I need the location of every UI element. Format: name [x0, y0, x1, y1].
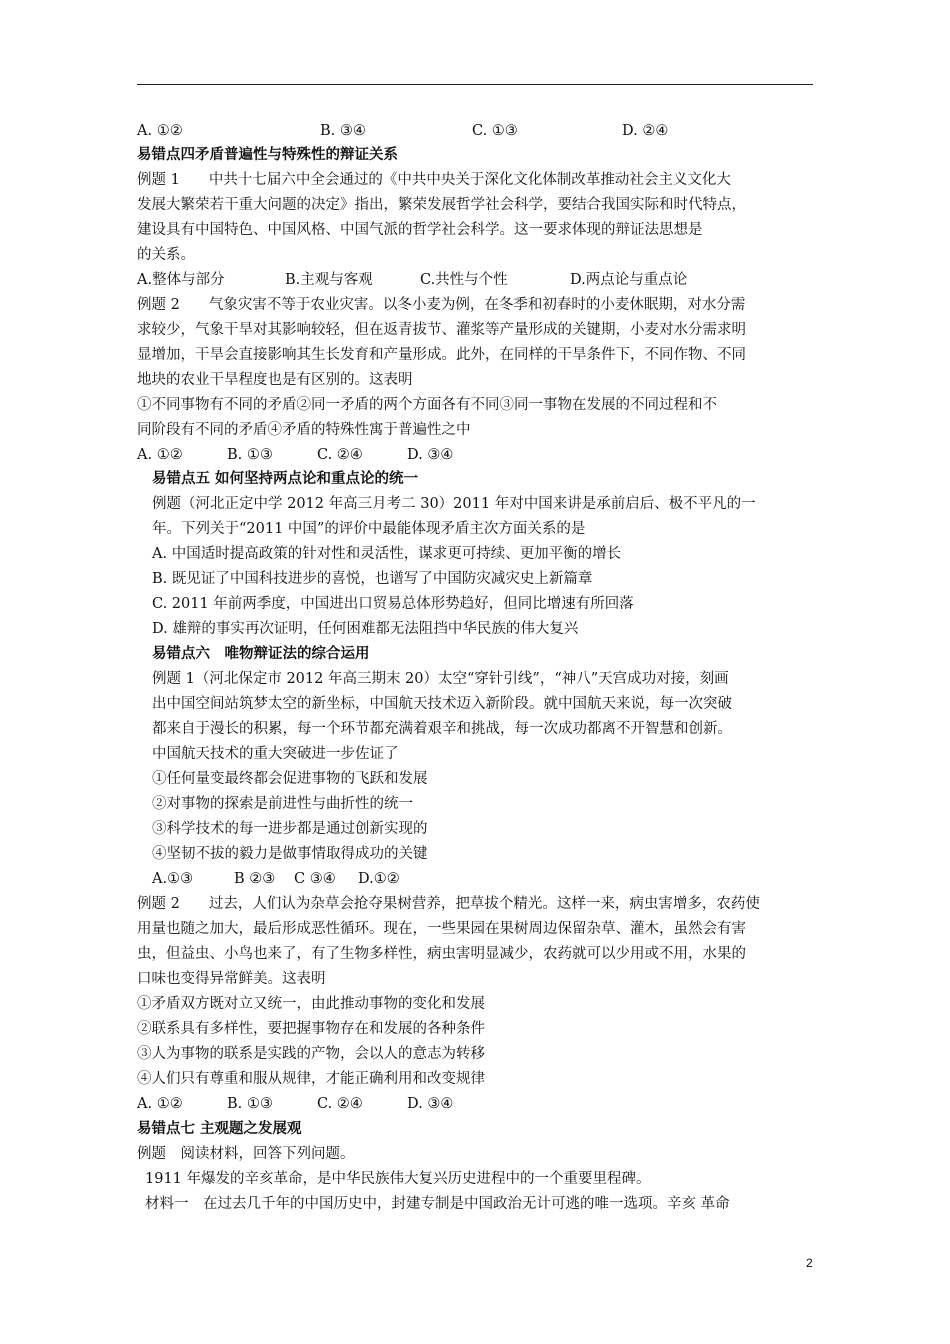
option: A.整体与部分: [137, 272, 225, 288]
text-line: 地块的农业干旱程度也是有区别的。这表明: [137, 372, 413, 388]
text-line: 中国航天技术的重大突破进一步佐证了: [152, 746, 399, 762]
text-line: ③科学技术的每一进步都是通过创新实现的: [152, 821, 428, 837]
text-line: 例题 阅读材料，回答下列问题。: [137, 1146, 355, 1162]
text-line: 的关系。: [137, 247, 195, 263]
text-line: 用量也随之加大，最后形成恶性循环。现在，一些果园在果树周边保留杂草、灌木，虽然会有害: [137, 921, 746, 937]
text-line: ②联系具有多样性，要把握事物存在和发展的各种条件: [137, 1021, 485, 1037]
section-title: 易错点六 唯物辩证法的综合运用: [152, 645, 370, 662]
text-line: 1911 年爆发的辛亥革命，是中华民族伟大复兴历史进程中的一个重要里程碑。: [145, 1171, 651, 1187]
option: B. ③④: [320, 123, 366, 139]
option: B.主观与客观: [285, 272, 373, 288]
header-rule: [137, 84, 813, 85]
option: B ②③: [234, 871, 276, 887]
section-title: 易错点五 如何坚持两点论和重点论的统一: [152, 470, 419, 487]
text-line: 虫，但益虫、小鸟也来了，有了生物多样性，病虫害明显减少，农药就可以少用或不用，水果的: [137, 946, 746, 962]
option: A.①③: [152, 871, 194, 887]
option: D. ③④: [407, 447, 454, 463]
text-line: 求较少，气象干旱对其影响较轻，但在返青拔节、灌浆等产量形成的关键期，小麦对水分需求明: [137, 322, 746, 338]
text-line: 出中国空间站筑梦太空的新坐标，中国航天技术迈入新阶段。就中国航天来说，每一次突破: [152, 696, 732, 712]
text-line: 同阶段有不同的矛盾④矛盾的特殊性寓于普遍性之中: [137, 422, 471, 438]
option: C. ②④: [317, 1096, 363, 1112]
section-title: 易错点四矛盾普遍性与特殊性的辩证关系: [137, 146, 398, 163]
text-line: ①不同事物有不同的矛盾②同一矛盾的两个方面各有不同③同一事物在发展的不同过程和不: [137, 397, 717, 413]
text-line: 建设具有中国特色、中国风格、中国气派的哲学社会科学。这一要求体现的辩证法思想是: [137, 222, 703, 238]
text-line: 例题 1 中共十七届六中全会通过的《中共中央关于深化文化体制改革推动社会主义文化大: [137, 172, 731, 188]
options-row: [137, 445, 453, 465]
option: D. ②④: [622, 123, 669, 139]
option: B. ①③: [227, 447, 273, 463]
option: C. ②④: [317, 447, 363, 463]
option: D.两点论与重点论: [570, 272, 688, 288]
options-row: [137, 270, 687, 290]
text-line: A. 中国适时提高政策的针对性和灵活性，谋求更可持续、更加平衡的增长: [152, 546, 622, 562]
text-line: 显增加，干旱会直接影响其生长发育和产量形成。此外，在同样的干旱条件下，不同作物、不同: [137, 347, 746, 363]
option: C ③④: [294, 871, 336, 887]
text-line: 例题 2 气象灾害不等于农业灾害。以冬小麦为例，在冬季和初春时的小麦休眠期，对水分需: [137, 297, 746, 313]
text-line: B. 既见证了中国科技进步的喜悦，也谱写了中国防灾减灾史上新篇章: [152, 571, 593, 587]
text-line: 发展大繁荣若干重大问题的决定》指出，繁荣发展哲学社会科学，要结合我国实际和时代特点，: [137, 197, 746, 213]
option: D.①②: [358, 871, 400, 887]
text-line: 年。下列关于“2011 中国”的评价中最能体现矛盾主次方面关系的是: [152, 521, 586, 537]
text-line: ③人为事物的联系是实践的产物，会以人的意志为转移: [137, 1046, 485, 1062]
option: B. ①③: [227, 1096, 273, 1112]
option: A. ①②: [137, 447, 183, 463]
options-row: [137, 1094, 453, 1114]
option: C. ①③: [472, 123, 518, 139]
option: D. ③④: [407, 1096, 454, 1112]
options-row: [152, 869, 400, 889]
text-line: 例题 2 过去，人们认为杂草会抢夺果树营养，把草拔个精光。这样一来，病虫害增多，农药使: [137, 896, 760, 912]
option: A. ①②: [137, 1096, 183, 1112]
text-line: ②对事物的探索是前进性与曲折性的统一: [152, 796, 413, 812]
text-line: D. 雄辩的事实再次证明，任何困难都无法阻挡中华民族的伟大复兴: [152, 621, 579, 637]
option: A. ①②: [137, 123, 183, 139]
text-line: ①矛盾双方既对立又统一，由此推动事物的变化和发展: [137, 996, 485, 1012]
text-line: ④人们只有尊重和服从规律，才能正确利用和改变规律: [137, 1071, 485, 1087]
section-title: 易错点七 主观题之发展观: [137, 1120, 302, 1137]
top-options: [137, 121, 668, 141]
text-line: 口味也变得异常鲜美。这表明: [137, 971, 326, 987]
text-line: 都来自于漫长的积累，每一个环节都充满着艰辛和挑战，每一次成功都离不开智慧和创新。: [152, 721, 732, 737]
text-line: 例题（河北正定中学 2012 年高三月考二 30）2011 年对中国来讲是承前启后、极不平凡的一: [152, 496, 756, 512]
text-line: C. 2011 年前两季度，中国进出口贸易总体形势趋好，但同比增速有所回落: [152, 596, 634, 612]
text-line: 材料一 在过去几千年的中国历史中，封建专制是中国政治无计可逃的唯一选项。辛亥 革命: [145, 1196, 730, 1212]
text-line: ④坚韧不拔的毅力是做事情取得成功的关键: [152, 846, 428, 862]
text-line: 例题 1（河北保定市 2012 年高三期末 20）太空“穿针引线”，“神八”天宫成功对接，刻画: [152, 671, 729, 687]
option: C.共性与个性: [420, 272, 508, 288]
text-line: ①任何量变最终都会促进事物的飞跃和发展: [152, 771, 428, 787]
page-number: 2: [806, 1256, 813, 1270]
